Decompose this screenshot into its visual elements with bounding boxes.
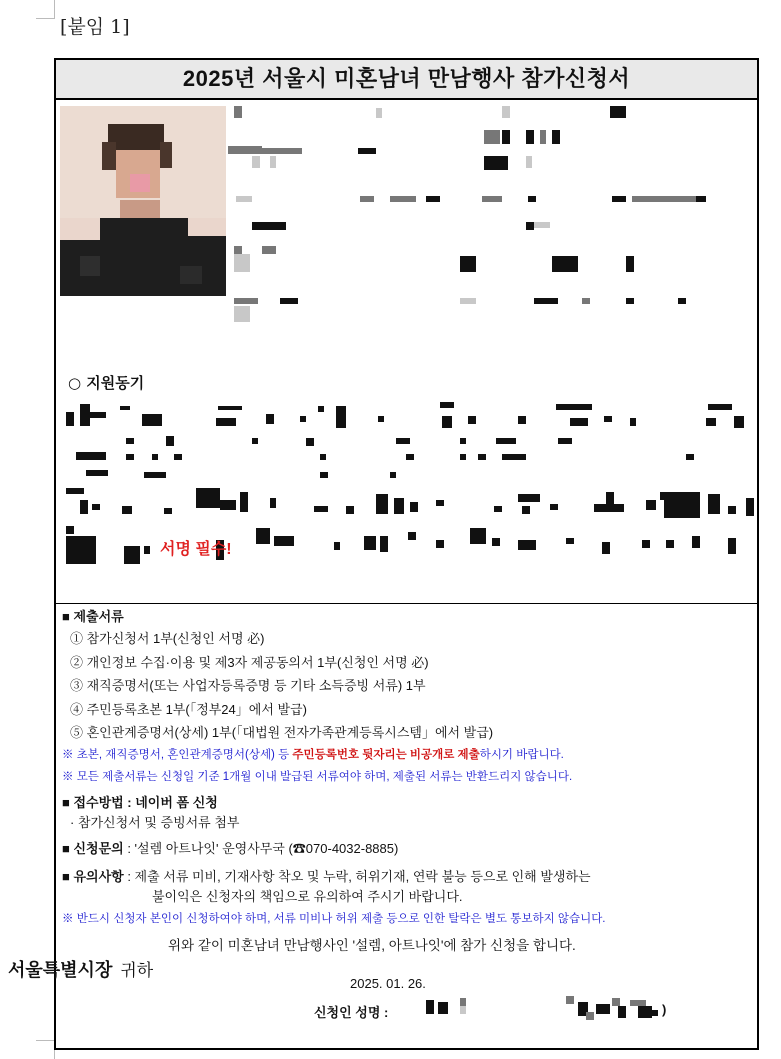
form-title: 2025년 서울시 미혼남녀 만남행사 참가신청서 [56, 60, 757, 100]
method-detail: · 참가신청서 및 증빙서류 첨부 [70, 815, 240, 830]
contact-info [62, 838, 398, 857]
documents-note-privacy [62, 746, 564, 762]
caution-label: ■ 유의사항 [62, 869, 124, 884]
document-item: ③ 재직증명서(또는 사업자등록증명 등 기타 소득증빙 서류) 1부 [70, 678, 426, 693]
declaration-text: 위와 같이 미혼남녀 만남행사인 '설렘, 아트나잇'에 참가 신청을 합니다. [168, 938, 576, 953]
applicant-info-section [56, 100, 757, 604]
document-item: ④ 주민등록초본 1부(「정부24」에서 발급) [70, 702, 307, 717]
documents-note-validity: ※ 모든 제출서류는 신청일 기준 1개월 이내 발급된 서류여야 하며, 제출된 서류는 반환드리지 않습니다. [62, 771, 573, 783]
signature-required-note: 서명 필수! [160, 541, 232, 558]
contact-label: ■ 신청문의 [62, 841, 124, 856]
document-item: ② 개인정보 수집·이용 및 제3자 제공동의서 1부(신청인 서명 必) [70, 655, 429, 670]
attachment-label: [붙임 1] [60, 16, 130, 38]
method-header: ■ 접수방법 : 네이버 폼 신청 [62, 795, 218, 810]
caution-text-continued: 불이익은 신청자의 책임으로 유의하여 주시기 바랍니다. [152, 889, 463, 904]
motive-label: ○ 지원동기 [68, 374, 145, 392]
contact-value: : '설렘 아트나잇' 운영사무국 (☎070-4032-8885) [123, 841, 399, 856]
caution-text: : 제출 서류 미비, 기재사항 착오 및 누락, 허위기재, 연락 불능 등으로 인해 발생하는 [123, 869, 591, 884]
applicant-photo [60, 106, 226, 296]
applicant-name-label: 신청인 성명 : [314, 1005, 389, 1020]
recipient-name: 서울특별시장 [8, 960, 113, 980]
note-text: 하시기 바랍니다. [479, 749, 564, 761]
recipient-suffix: 귀하 [120, 961, 154, 981]
note-text: ※ 초본, 재직증명서, 혼인관계증명서(상세) 등 [62, 749, 293, 761]
note-emphasis: 주민등록번호 뒷자리는 비공개로 제출 [292, 749, 480, 761]
documents-header: ■ 제출서류 [62, 609, 124, 624]
caution-info [62, 866, 591, 885]
closing-paren: ) [662, 1002, 667, 1017]
document-item: ⑤ 혼인관계증명서(상세) 1부(「대법원 전자가족관계등록시스템」에서 발급) [70, 725, 494, 740]
document-item: ① 참가신청서 1부(신청인 서명 必) [70, 631, 265, 646]
recipient-line [8, 956, 153, 982]
caution-note: ※ 반드시 신청자 본인이 신청하여야 하며, 서류 미비나 허위 제출 등으로 인한 탈락은 별도 통보하지 않습니다. [62, 913, 606, 925]
application-form [54, 58, 759, 1050]
application-date: 2025. 01. 26. [350, 976, 426, 991]
page-corner-mark [36, 0, 55, 19]
page-corner-mark [36, 1040, 55, 1059]
